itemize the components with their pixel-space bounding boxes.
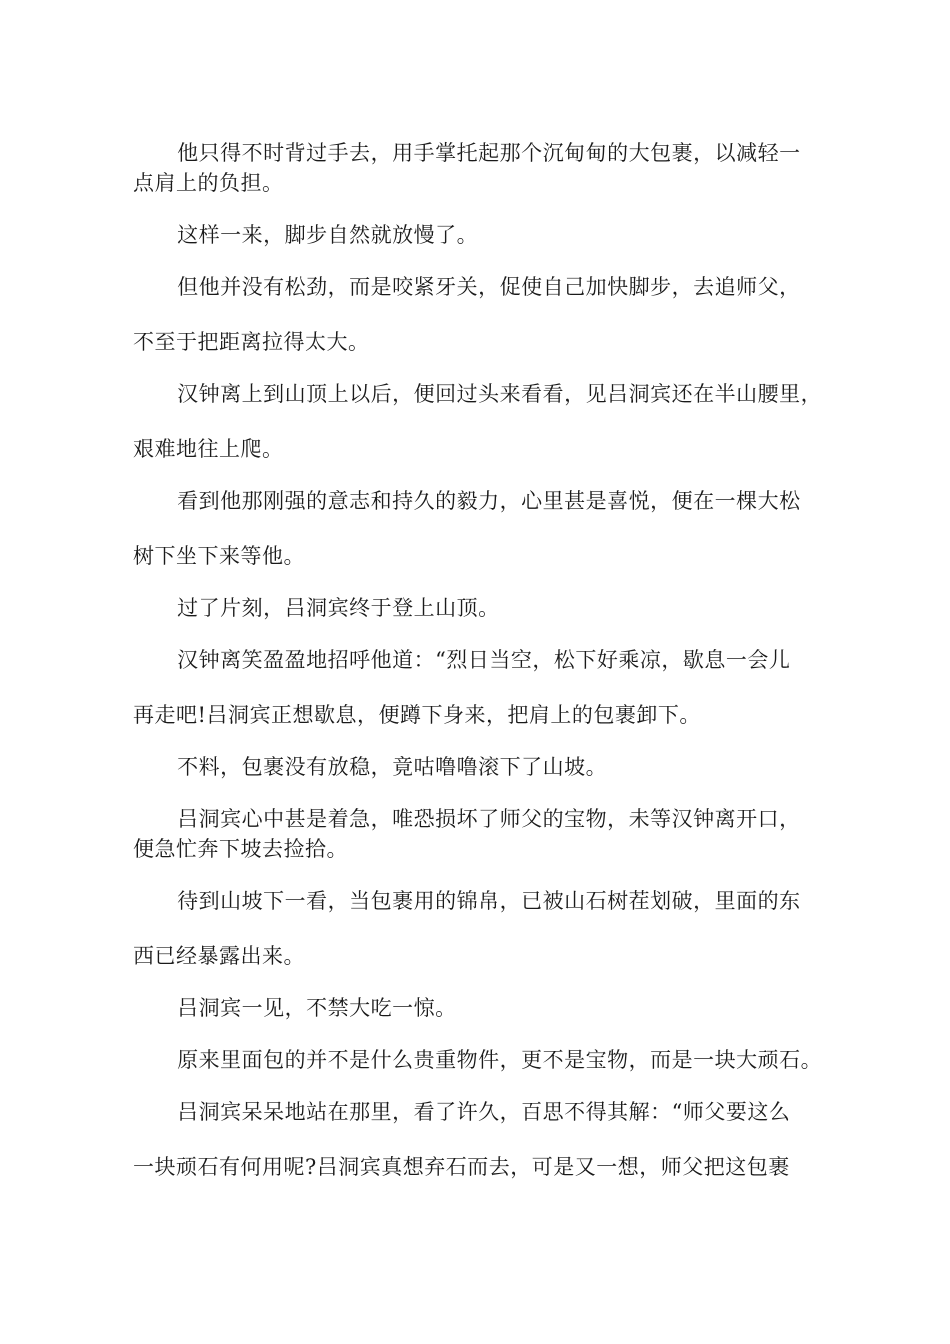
text-line: 汉钟离笑盈盈地招呼他道：“烈日当空，松下好乘凉，歇息一会儿 — [177, 648, 791, 672]
text-line: 便急忙奔下坡去捡拾。 — [133, 837, 348, 861]
text-line: 过了片刻，吕洞宾终于登上山顶。 — [177, 596, 500, 620]
paragraph-1 — [133, 138, 833, 198]
paragraph-12 — [133, 1045, 833, 1075]
text-line: 这样一来，脚步自然就放慢了。 — [177, 223, 479, 247]
text-line: 树下坐下来等他。 — [133, 544, 305, 568]
text-line: 原来里面包的并不是什么贵重物件，更不是宝物，而是一块大顽石。 — [177, 1048, 823, 1072]
text-line: 看到他那刚强的意志和持久的毅力，心里甚是喜悦，便在一棵大松 — [177, 489, 801, 513]
paragraph-2 — [133, 220, 833, 250]
paragraph-13 — [133, 1097, 833, 1182]
paragraph-3 — [133, 272, 833, 357]
paragraph-10 — [133, 886, 833, 971]
text-line: 西已经暴露出来。 — [133, 944, 305, 968]
text-line: 不料，包裹没有放稳，竟咕噜噜滚下了山坡。 — [177, 755, 608, 779]
text-line: 再走吧!吕洞宾正想歇息，便蹲下身来，把肩上的包裹卸下。 — [133, 703, 701, 727]
text-line: 吕洞宾心中甚是着急，唯恐损坏了师父的宝物，未等汉钟离开口， — [177, 807, 801, 831]
text-line: 待到山坡下一看，当包裹用的锦帛，已被山石树茬划破，里面的东 — [177, 889, 801, 913]
text-line: 不至于把距离拉得太大。 — [133, 330, 370, 354]
paragraph-6 — [133, 593, 833, 623]
paragraph-4 — [133, 379, 833, 464]
text-line: 一块顽石有何用呢?吕洞宾真想弃石而去，可是又一想，师父把这包裹 — [133, 1155, 790, 1179]
text-line: 点肩上的负担。 — [133, 171, 284, 195]
text-line: 但他并没有松劲，而是咬紧牙关，促使自己加快脚步，去追师父， — [177, 275, 801, 299]
paragraph-5 — [133, 486, 833, 571]
paragraph-7 — [133, 645, 833, 730]
text-line: 艰难地往上爬。 — [133, 437, 284, 461]
text-line: 他只得不时背过手去，用手掌托起那个沉甸甸的大包裹，以减轻一 — [177, 141, 801, 165]
text-line: 吕洞宾一见，不禁大吃一惊。 — [177, 996, 457, 1020]
paragraph-8 — [133, 752, 833, 782]
document-body — [133, 138, 833, 1182]
paragraph-11 — [133, 993, 833, 1023]
text-line: 吕洞宾呆呆地站在那里，看了许久，百思不得其解：“师父要这么 — [177, 1100, 791, 1124]
paragraph-9 — [133, 804, 833, 864]
text-line: 汉钟离上到山顶上以后，便回过头来看看，见吕洞宾还在半山腰里， — [177, 382, 823, 406]
